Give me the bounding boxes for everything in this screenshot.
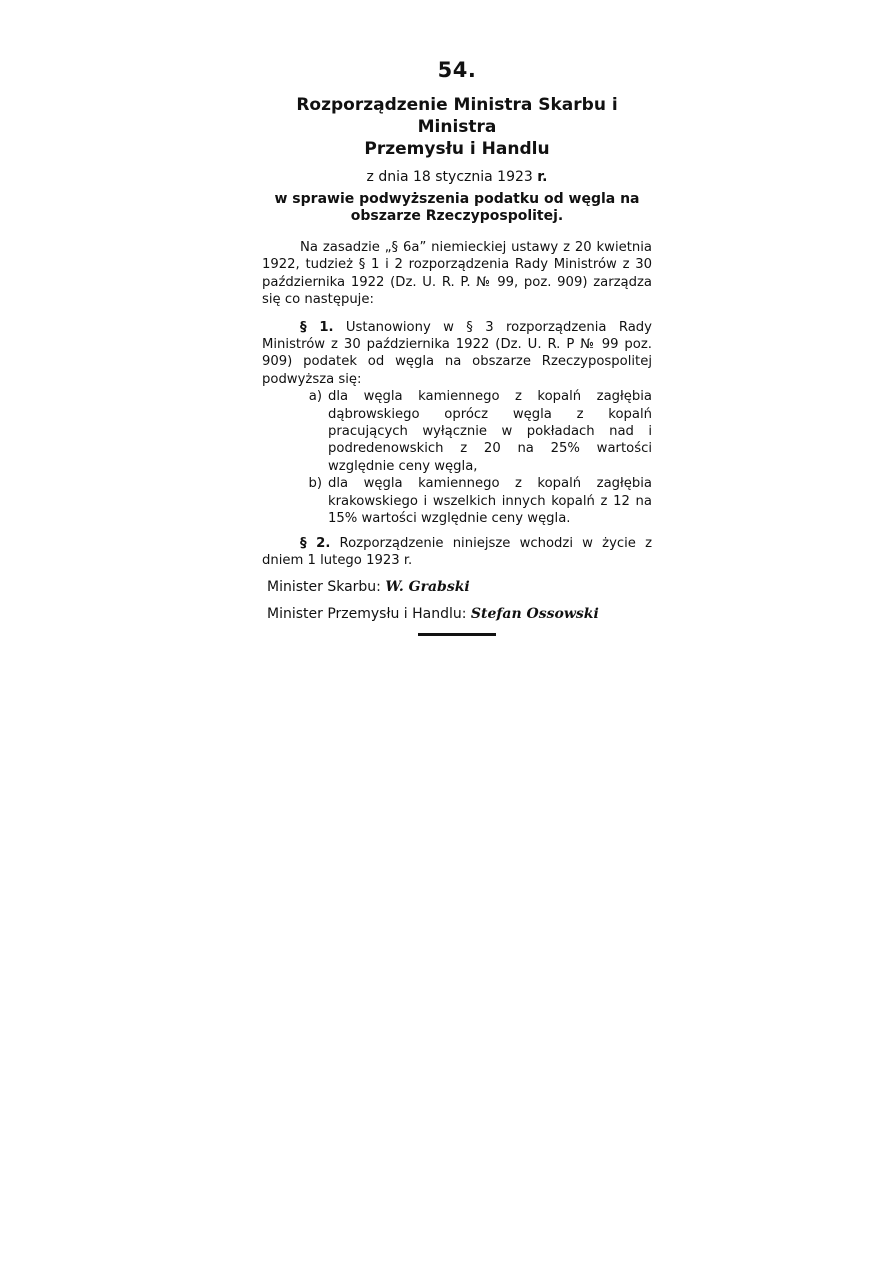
section-1-label: § 1. [300, 319, 334, 335]
list-item-a [262, 388, 652, 475]
list-item-text: dla węgla kamiennego z kopalń zagłębia dąbrowskiego oprócz węgla z kopalń pracujących wyłącznie w pokładach nad i podredenowskich z 20 na 25% wartości względnie ceny węgla, [328, 389, 652, 474]
date-suffix: r. [537, 169, 548, 185]
intro-paragraph: Na zasadzie „§ 6a” niemieckiej ustawy z 20 kwietnia 1922, tudzież § 1 i 2 rozporządzenia Rady Ministrów z 30 października 1922 (Dz. U. R. P. № 99, poz. 909) zarządza się co następuje: [262, 240, 652, 308]
signature-role: Minister Skarbu: [267, 579, 381, 596]
document-date [262, 169, 652, 185]
section-1-text: Ustanowiony w § 3 rozporządzenia Rady Ministrów z 30 października 1922 (Dz. U. R. P № 99 poz. 909) podatek od węgla na obszarze Rzeczypospolitej podwyższa się: [262, 319, 652, 387]
list-item-label: a) [308, 389, 322, 405]
section-2-label: § 2. [300, 535, 331, 551]
list-item-text: dla węgla kamiennego z kopalń zagłębia krakowskiego i wszelkich innych kopalń z 12 na 15% wartości względnie ceny węgla. [328, 476, 652, 527]
list-item-label: b) [308, 476, 322, 492]
title-line-2: Przemysłu i Handlu [364, 139, 550, 159]
section-1 [262, 319, 652, 389]
section-2 [262, 535, 652, 570]
document-subject [262, 191, 652, 225]
signature-minister-skarbu [267, 579, 652, 595]
closing-divider [418, 633, 496, 636]
title-line-1: Rozporządzenie Ministra Skarbu i Ministra [296, 95, 618, 137]
signature-role: Minister Przemysłu i Handlu: [267, 606, 467, 623]
date-text: z dnia 18 stycznia 1923 [366, 169, 533, 185]
list-item-b [262, 475, 652, 527]
signature-minister-przemyslu [267, 606, 652, 622]
document-page [262, 58, 652, 636]
subject-line-1: w sprawie podwyższenia podatku od węgla na [274, 191, 640, 207]
page-number: 54. [437, 58, 477, 82]
document-title [262, 94, 652, 160]
section-2-text: Rozporządzenie niniejsze wchodzi w życie z dniem 1 lutego 1923 r. [262, 535, 652, 568]
signature-name: W. Grabski [385, 579, 470, 596]
subject-line-2: obszarze Rzeczypospolitej. [350, 208, 564, 224]
signature-name: Stefan Ossowski [470, 606, 599, 623]
